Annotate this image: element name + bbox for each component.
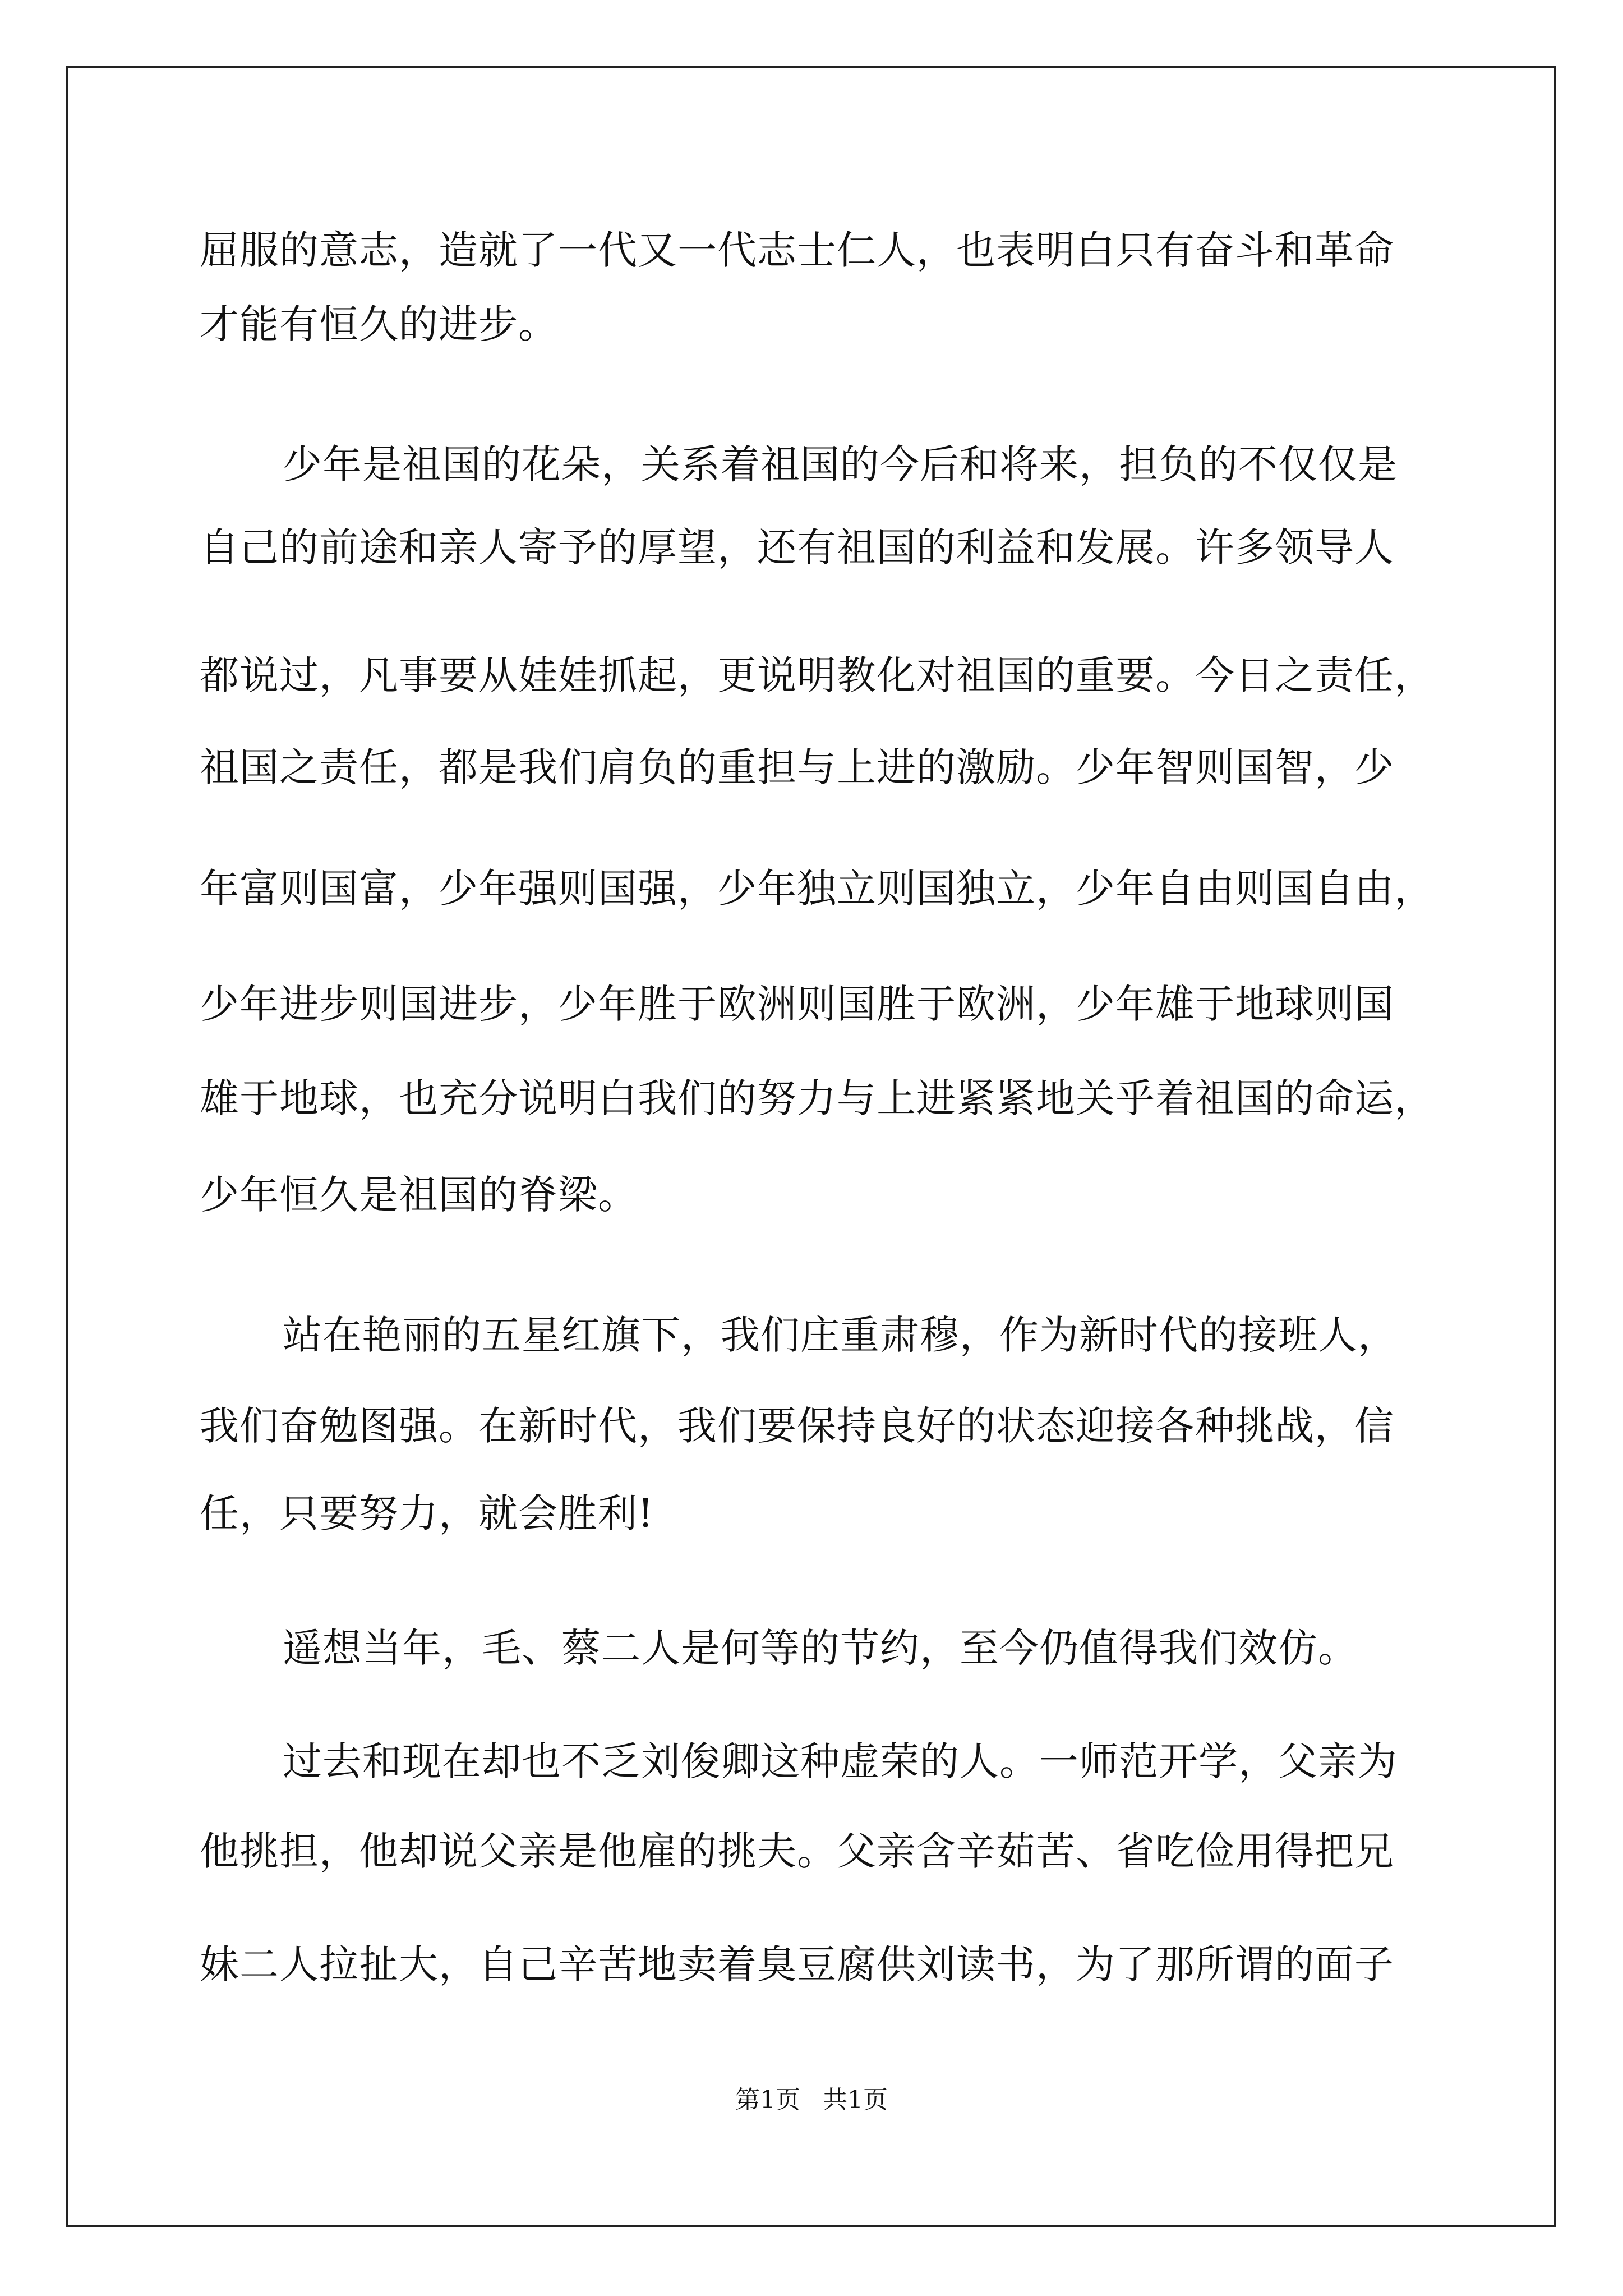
page-border xyxy=(66,66,1556,2227)
text-line: 我们奋勉图强。在新时代，我们要保持良好的状态迎接各种挑战，信 xyxy=(200,1403,1394,1449)
page-total: 共1页 xyxy=(823,2086,888,2114)
text-line: 少年恒久是祖国的脊梁。 xyxy=(200,1172,638,1218)
text-line: 任，只要努力，就会胜利! xyxy=(200,1490,654,1536)
text-line: 妹二人拉扯大，自己辛苦地卖着臭豆腐供刘读书，为了那所谓的面子 xyxy=(200,1941,1394,1987)
text-line: 站在艳丽的五星红旗下，我们庄重肃穆，作为新时代的接班人， xyxy=(283,1312,1398,1358)
text-line: 他挑担，他却说父亲是他雇的挑夫。父亲含辛茹苦、省吃俭用得把兄 xyxy=(200,1828,1394,1874)
text-line: 自己的前途和亲人寄予的厚望，还有祖国的利益和发展。许多领导人 xyxy=(200,524,1394,570)
text-line: 都说过，凡事要从娃娃抓起，更说明教化对祖国的重要。今日之责任， xyxy=(200,652,1434,698)
text-line: 屈服的意志，造就了一代又一代志士仁人，也表明白只有奋斗和革命 xyxy=(200,227,1394,273)
page-footer xyxy=(0,2083,1623,2117)
text-line: 雄于地球，也充分说明白我们的努力与上进紧紧地关乎着祖国的命运， xyxy=(200,1075,1434,1121)
text-line: 才能有恒久的进步。 xyxy=(200,301,558,347)
text-line: 遥想当年，毛、蔡二人是何等的节约，至今仍值得我们效仿。 xyxy=(283,1625,1358,1671)
text-line: 过去和现在却也不乏刘俊卿这种虚荣的人。一师范开学，父亲为 xyxy=(283,1738,1398,1784)
page-number: 第1页 xyxy=(735,2086,800,2114)
text-line: 祖国之责任，都是我们肩负的重担与上进的激励。少年智则国智，少 xyxy=(200,744,1394,790)
text-line: 年富则国富，少年强则国强，少年独立则国独立，少年自由则国自由， xyxy=(200,866,1434,912)
text-line: 少年是祖国的花朵，关系着祖国的今后和将来，担负的不仅仅是 xyxy=(283,441,1398,487)
text-line: 少年进步则国进步，少年胜于欧洲则国胜于欧洲，少年雄于地球则国 xyxy=(200,981,1394,1027)
